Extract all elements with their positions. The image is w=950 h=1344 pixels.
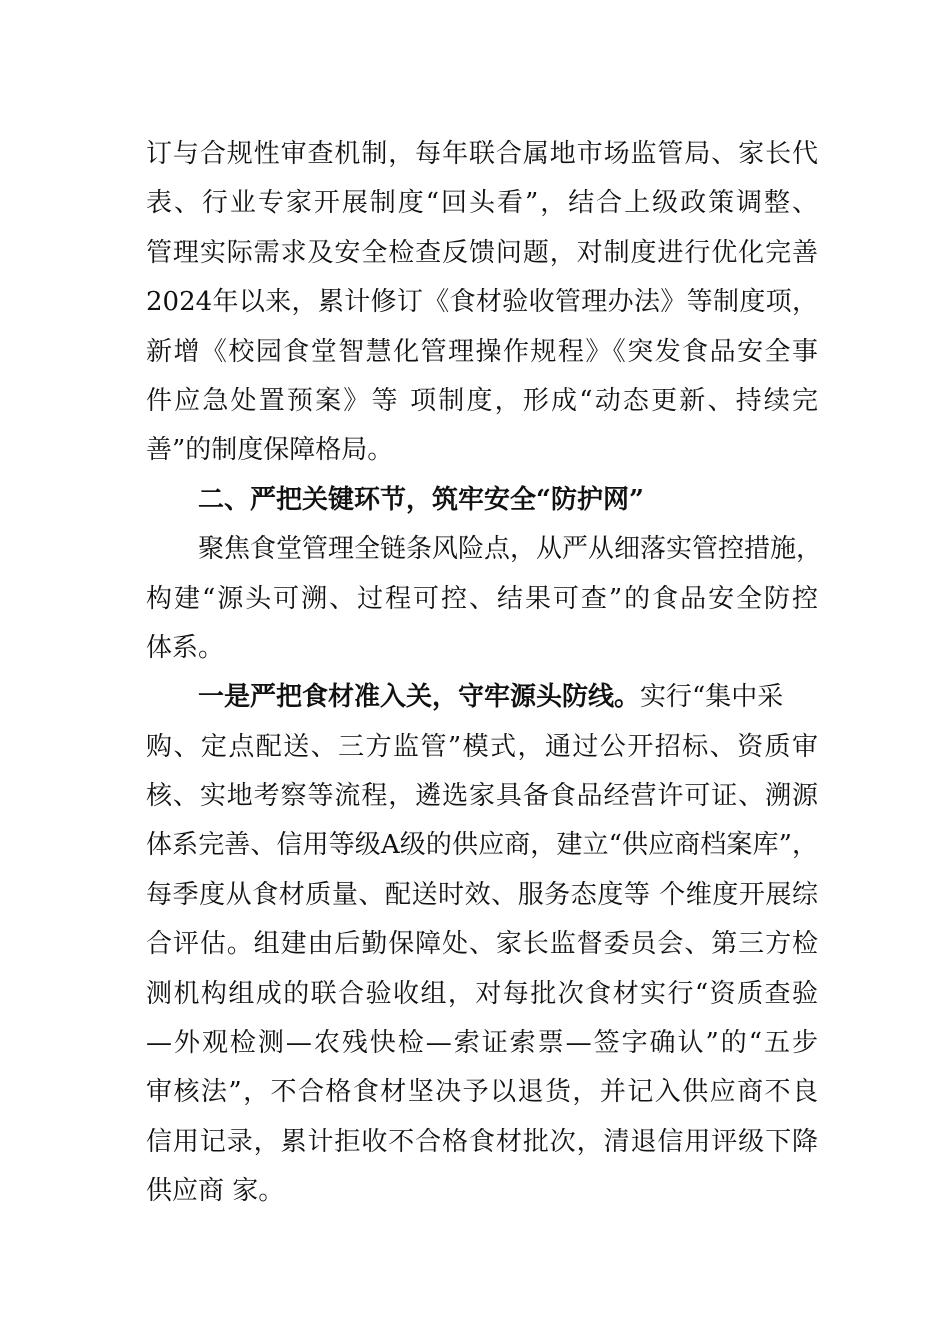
body-line-5: 新增《校园食堂智慧化管理操作规程》《突发食品安全事 <box>146 336 818 367</box>
intro-line-3: 体系。 <box>146 632 225 663</box>
point-line-5: 合评估。组建由后勤保障处、家长监督委员会、第三方检 <box>146 929 818 960</box>
point-line-2: 核、实地考察等流程，遴选家具备食品经营许可证、溯源 <box>146 781 818 812</box>
point-line-7: —外观检测—农残快检—索证索票—签字确认”的“五步 <box>146 1028 818 1059</box>
point-line-1: 购、定点配送、三方监管”模式，通过公开招标、资质审 <box>146 731 818 762</box>
point-first-line <box>146 673 818 722</box>
intro-line-2: 构建“源头可溯、过程可控、结果可查”的食品安全防控 <box>146 583 818 614</box>
body-line-1: 订与合规性审查机制，每年联合属地市场监管局、家长代 <box>146 139 818 169</box>
intro-line-1: 聚焦食堂管理全链条风险点，从严从细落实管控措施， <box>198 534 823 565</box>
point-line-4: 每季度从食材质量、配送时效、服务态度等 个维度开展综 <box>146 879 818 910</box>
point-line-3: 体系完善、信用等级A级的供应商，建立“供应商档案库”， <box>146 830 818 861</box>
point-lead: 一是严把食材准入关，守牢源头防线。 <box>198 682 641 713</box>
point-line-9: 信用记录，累计拒收不合格食材批次，清退信用评级下降 <box>146 1126 818 1157</box>
point-line-8: 审核法”，不合格食材坚决予以退货，并记入供应商不良 <box>146 1077 818 1108</box>
section-heading: 二、严把关键环节，筑牢安全“防护网” <box>198 484 644 515</box>
body-line-2: 表、行业专家开展制度“回头看”，结合上级政策调整、 <box>146 188 818 219</box>
point-first-rest: 实行“集中采 <box>640 682 784 713</box>
body-line-4: 2024年以来，累计修订《食材验收管理办法》等制度项， <box>146 287 818 318</box>
point-line-6: 测机构组成的联合验收组，对每批次食材实行“资质查验 <box>146 978 818 1009</box>
body-line-6: 件应急处置预案》等 项制度，形成“动态更新、持续完 <box>146 385 818 416</box>
point-line-10: 供应商 家。 <box>146 1176 285 1207</box>
body-line-7: 善”的制度保障格局。 <box>146 435 394 466</box>
body-line-3: 管理实际需求及安全检查反馈问题，对制度进行优化完善 <box>146 237 818 268</box>
document-body <box>146 130 823 1217</box>
